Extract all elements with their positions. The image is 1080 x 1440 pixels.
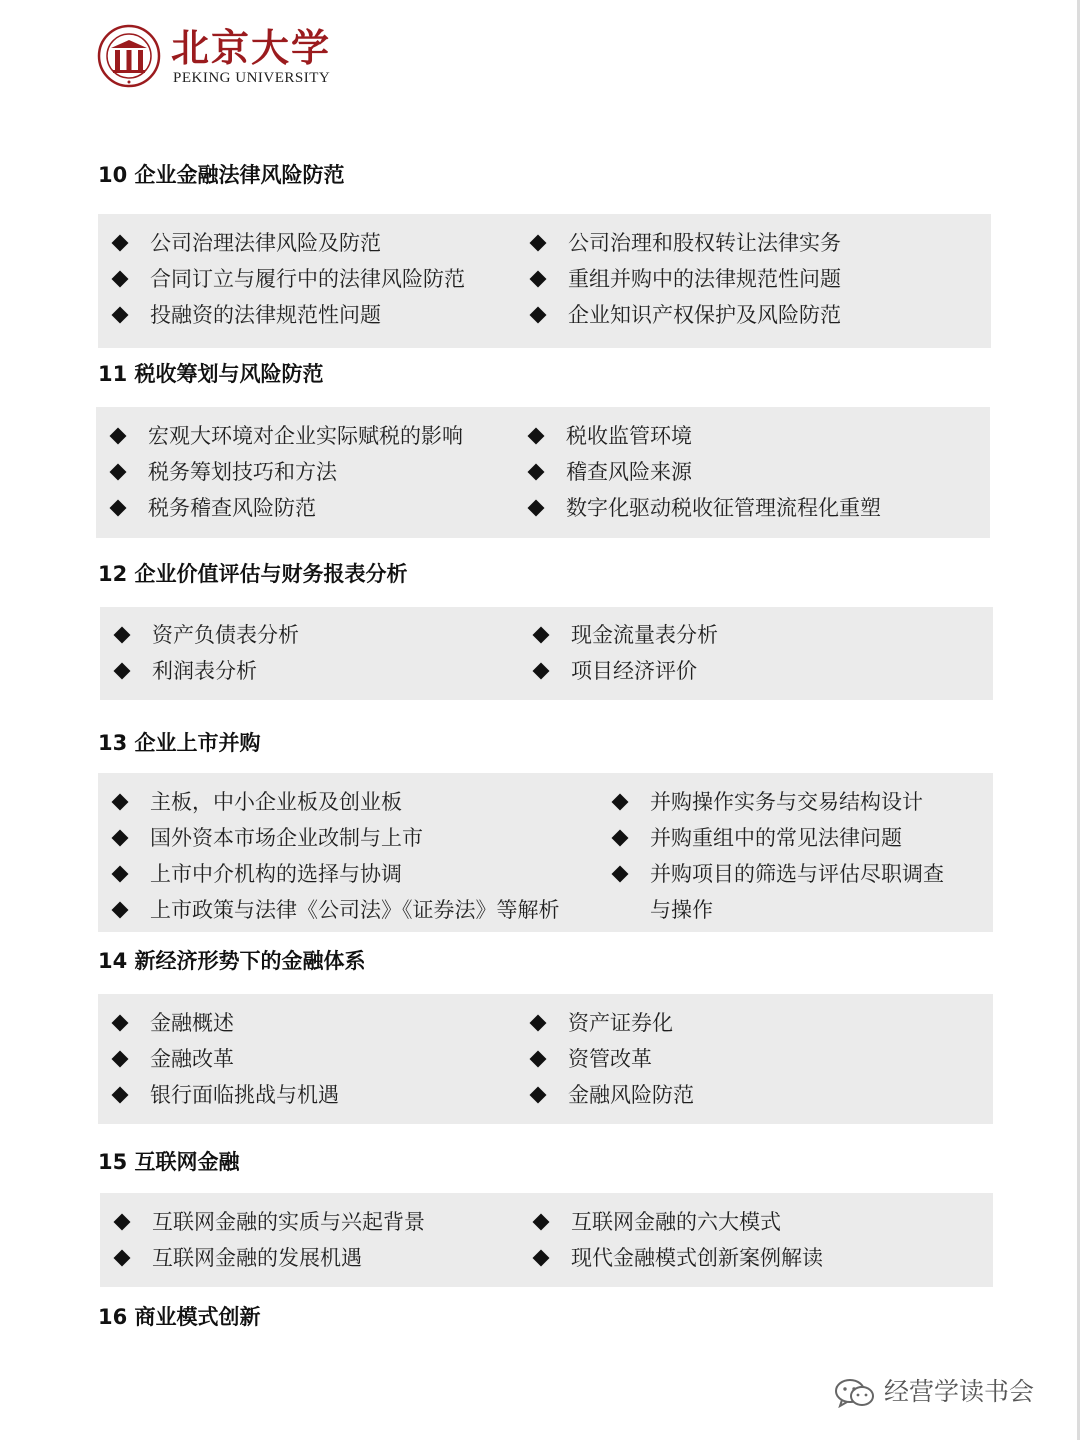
university-name-cn: 北京大学: [171, 25, 332, 70]
section-title: 13 企业上市并购: [98, 731, 261, 755]
account-name: 经营学读书会: [884, 1377, 1035, 1406]
section-title: 16 商业模式创新: [98, 1305, 261, 1329]
university-logo: [97, 24, 337, 90]
section-title: 14 新经济形势下的金融体系: [98, 949, 366, 973]
section-title: 12 企业价值评估与财务报表分析: [98, 562, 408, 586]
section-title: 11 税收筹划与风险防范: [98, 362, 324, 386]
section-title: 15 互联网金融: [98, 1150, 240, 1174]
wechat-account-watermark: [834, 1374, 1054, 1410]
section-title: 10 企业金融法律风险防范: [98, 163, 345, 187]
university-name-en: PEKING UNIVERSITY: [173, 70, 331, 86]
university-seal-icon: [97, 24, 161, 88]
wechat-icon: [834, 1378, 876, 1408]
